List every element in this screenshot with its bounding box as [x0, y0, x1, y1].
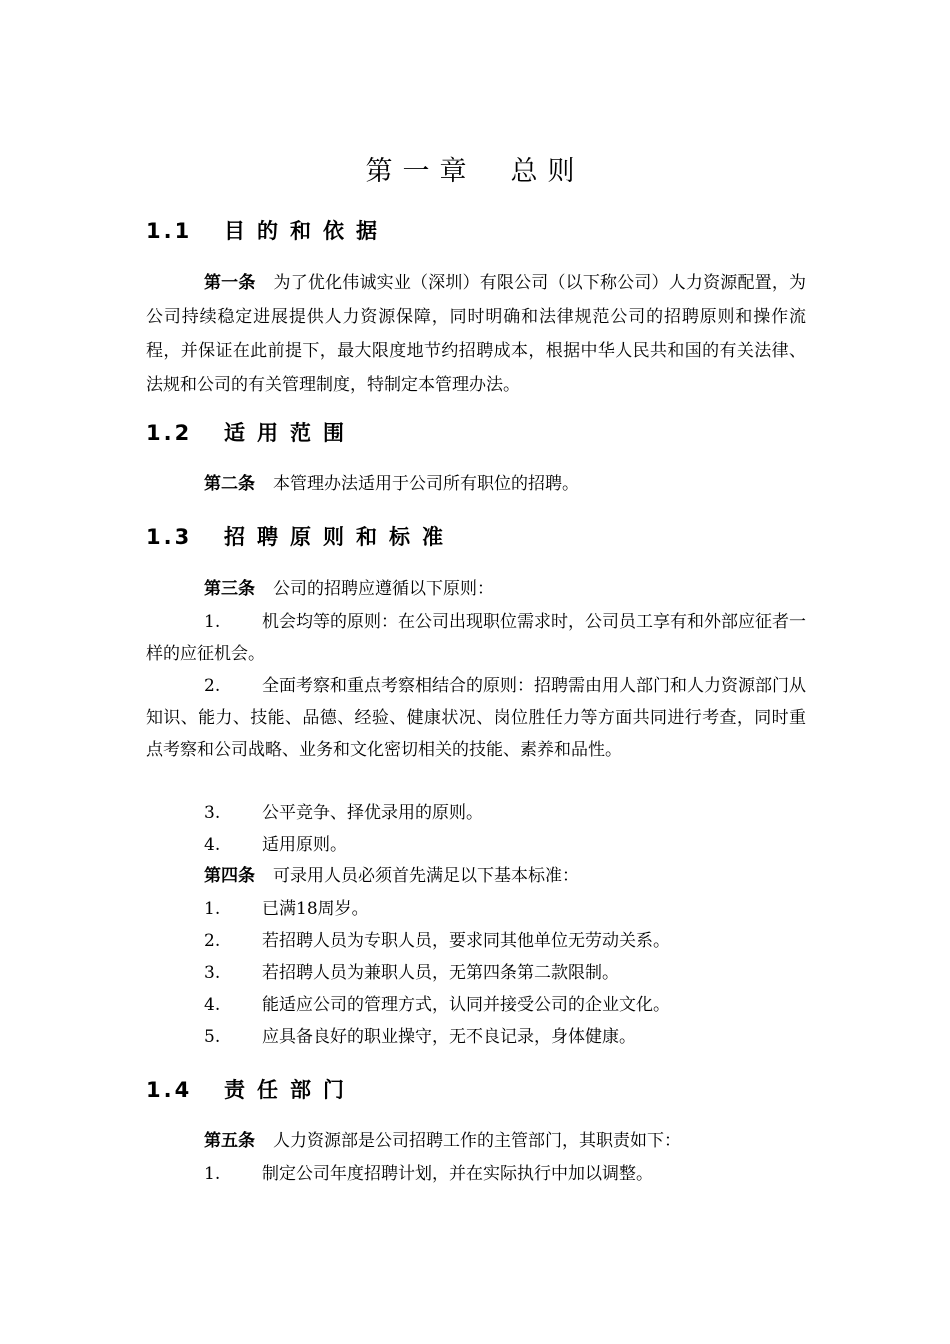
list-item — [146, 989, 806, 1021]
list-item — [146, 957, 806, 989]
list-item — [146, 797, 806, 829]
list-item-number: 1. — [204, 899, 221, 919]
list-item — [146, 1158, 806, 1190]
list-item — [146, 925, 806, 957]
article-label: 第一条 — [204, 273, 256, 293]
list-item-text: 公平竞争、择优录用的原则。 — [262, 803, 483, 823]
list-item-number: 2. — [204, 676, 221, 696]
article-label: 第三条 — [204, 579, 255, 599]
list-item-text: 机会均等的原则：在公司出现职位需求时，公司员工享有和外部应征者一样的应征机会。 — [146, 612, 806, 664]
list-item-number: 3. — [204, 963, 221, 983]
section-title: 目的和依据 — [224, 219, 389, 243]
chapter-name: 总则 — [510, 156, 585, 187]
list-item-number: 3. — [204, 803, 221, 823]
list-item-text: 适用原则。 — [262, 835, 347, 855]
section-title: 招聘原则和标准 — [224, 525, 455, 549]
list-item — [146, 1021, 806, 1053]
list-item-number: 1. — [204, 612, 221, 632]
list-item — [146, 606, 806, 670]
list-item-number: 5. — [204, 1027, 221, 1047]
section-heading-1-4 — [146, 1075, 356, 1105]
chapter-number: 第一章 — [365, 156, 477, 187]
article-text: 公司的招聘应遵循以下原则： — [273, 579, 494, 599]
article-label: 第四条 — [204, 866, 255, 886]
list-item — [146, 893, 806, 925]
list-item-number: 2. — [204, 931, 221, 951]
article-2-paragraph — [146, 469, 806, 500]
list-item-text: 若招聘人员为兼职人员，无第四条第二款限制。 — [262, 963, 619, 983]
list-item-text: 制定公司年度招聘计划，并在实际执行中加以调整。 — [262, 1164, 653, 1184]
list-item-text: 全面考察和重点考察相结合的原则：招聘需由用人部门和人力资源部门从知识、能力、技能、品德、经验、健康状况、岗位胜任力等方面共同进行考查，同时重点考察和公司战略、业务和文化密切相关的技能、素养和品性。 — [146, 676, 806, 760]
list-item-text: 能适应公司的管理方式，认同并接受公司的企业文化。 — [262, 995, 670, 1015]
list-item-text: 若招聘人员为专职人员，要求同其他单位无劳动关系。 — [262, 931, 670, 951]
article-5-paragraph — [146, 1126, 806, 1157]
section-number: 1.2 — [146, 421, 193, 445]
article-label: 第五条 — [204, 1131, 255, 1151]
article-4-paragraph — [146, 861, 806, 892]
article-3-paragraph — [146, 574, 806, 605]
article-text: 人力资源部是公司招聘工作的主管部门，其职责如下： — [273, 1131, 681, 1151]
section-title: 责任部门 — [224, 1078, 356, 1102]
article-text: 本管理办法适用于公司所有职位的招聘。 — [273, 474, 579, 494]
list-item-text: 已满18周岁。 — [262, 899, 369, 919]
chapter-title — [0, 152, 950, 192]
section-number: 1.1 — [146, 219, 193, 243]
article-1-paragraph — [146, 266, 806, 402]
list-item-number: 4. — [204, 995, 221, 1015]
section-number: 1.3 — [146, 525, 193, 549]
list-item-number: 4. — [204, 835, 221, 855]
section-heading-1-1 — [146, 216, 389, 246]
list-item — [146, 829, 806, 861]
article-label: 第二条 — [204, 474, 255, 494]
section-number: 1.4 — [146, 1078, 193, 1102]
section-title: 适用范围 — [224, 421, 356, 445]
list-item — [146, 670, 806, 766]
list-item-number: 1. — [204, 1164, 221, 1184]
list-item-text: 应具备良好的职业操守，无不良记录，身体健康。 — [262, 1027, 636, 1047]
section-heading-1-3 — [146, 522, 455, 552]
article-text: 可录用人员必须首先满足以下基本标准： — [273, 866, 579, 886]
section-heading-1-2 — [146, 418, 356, 448]
article-text: 为了优化伟诚实业（深圳）有限公司（以下称公司）人力资源配置，为公司持续稳定进展提供人力资源保障，同时明确和法律规范公司的招聘原则和操作流程，并保证在此前提下，最大限度地节约招聘成本，根据中华人民共和国的有关法律、法规和公司的有关管理制度，特制定本管理办法。 — [146, 273, 806, 395]
